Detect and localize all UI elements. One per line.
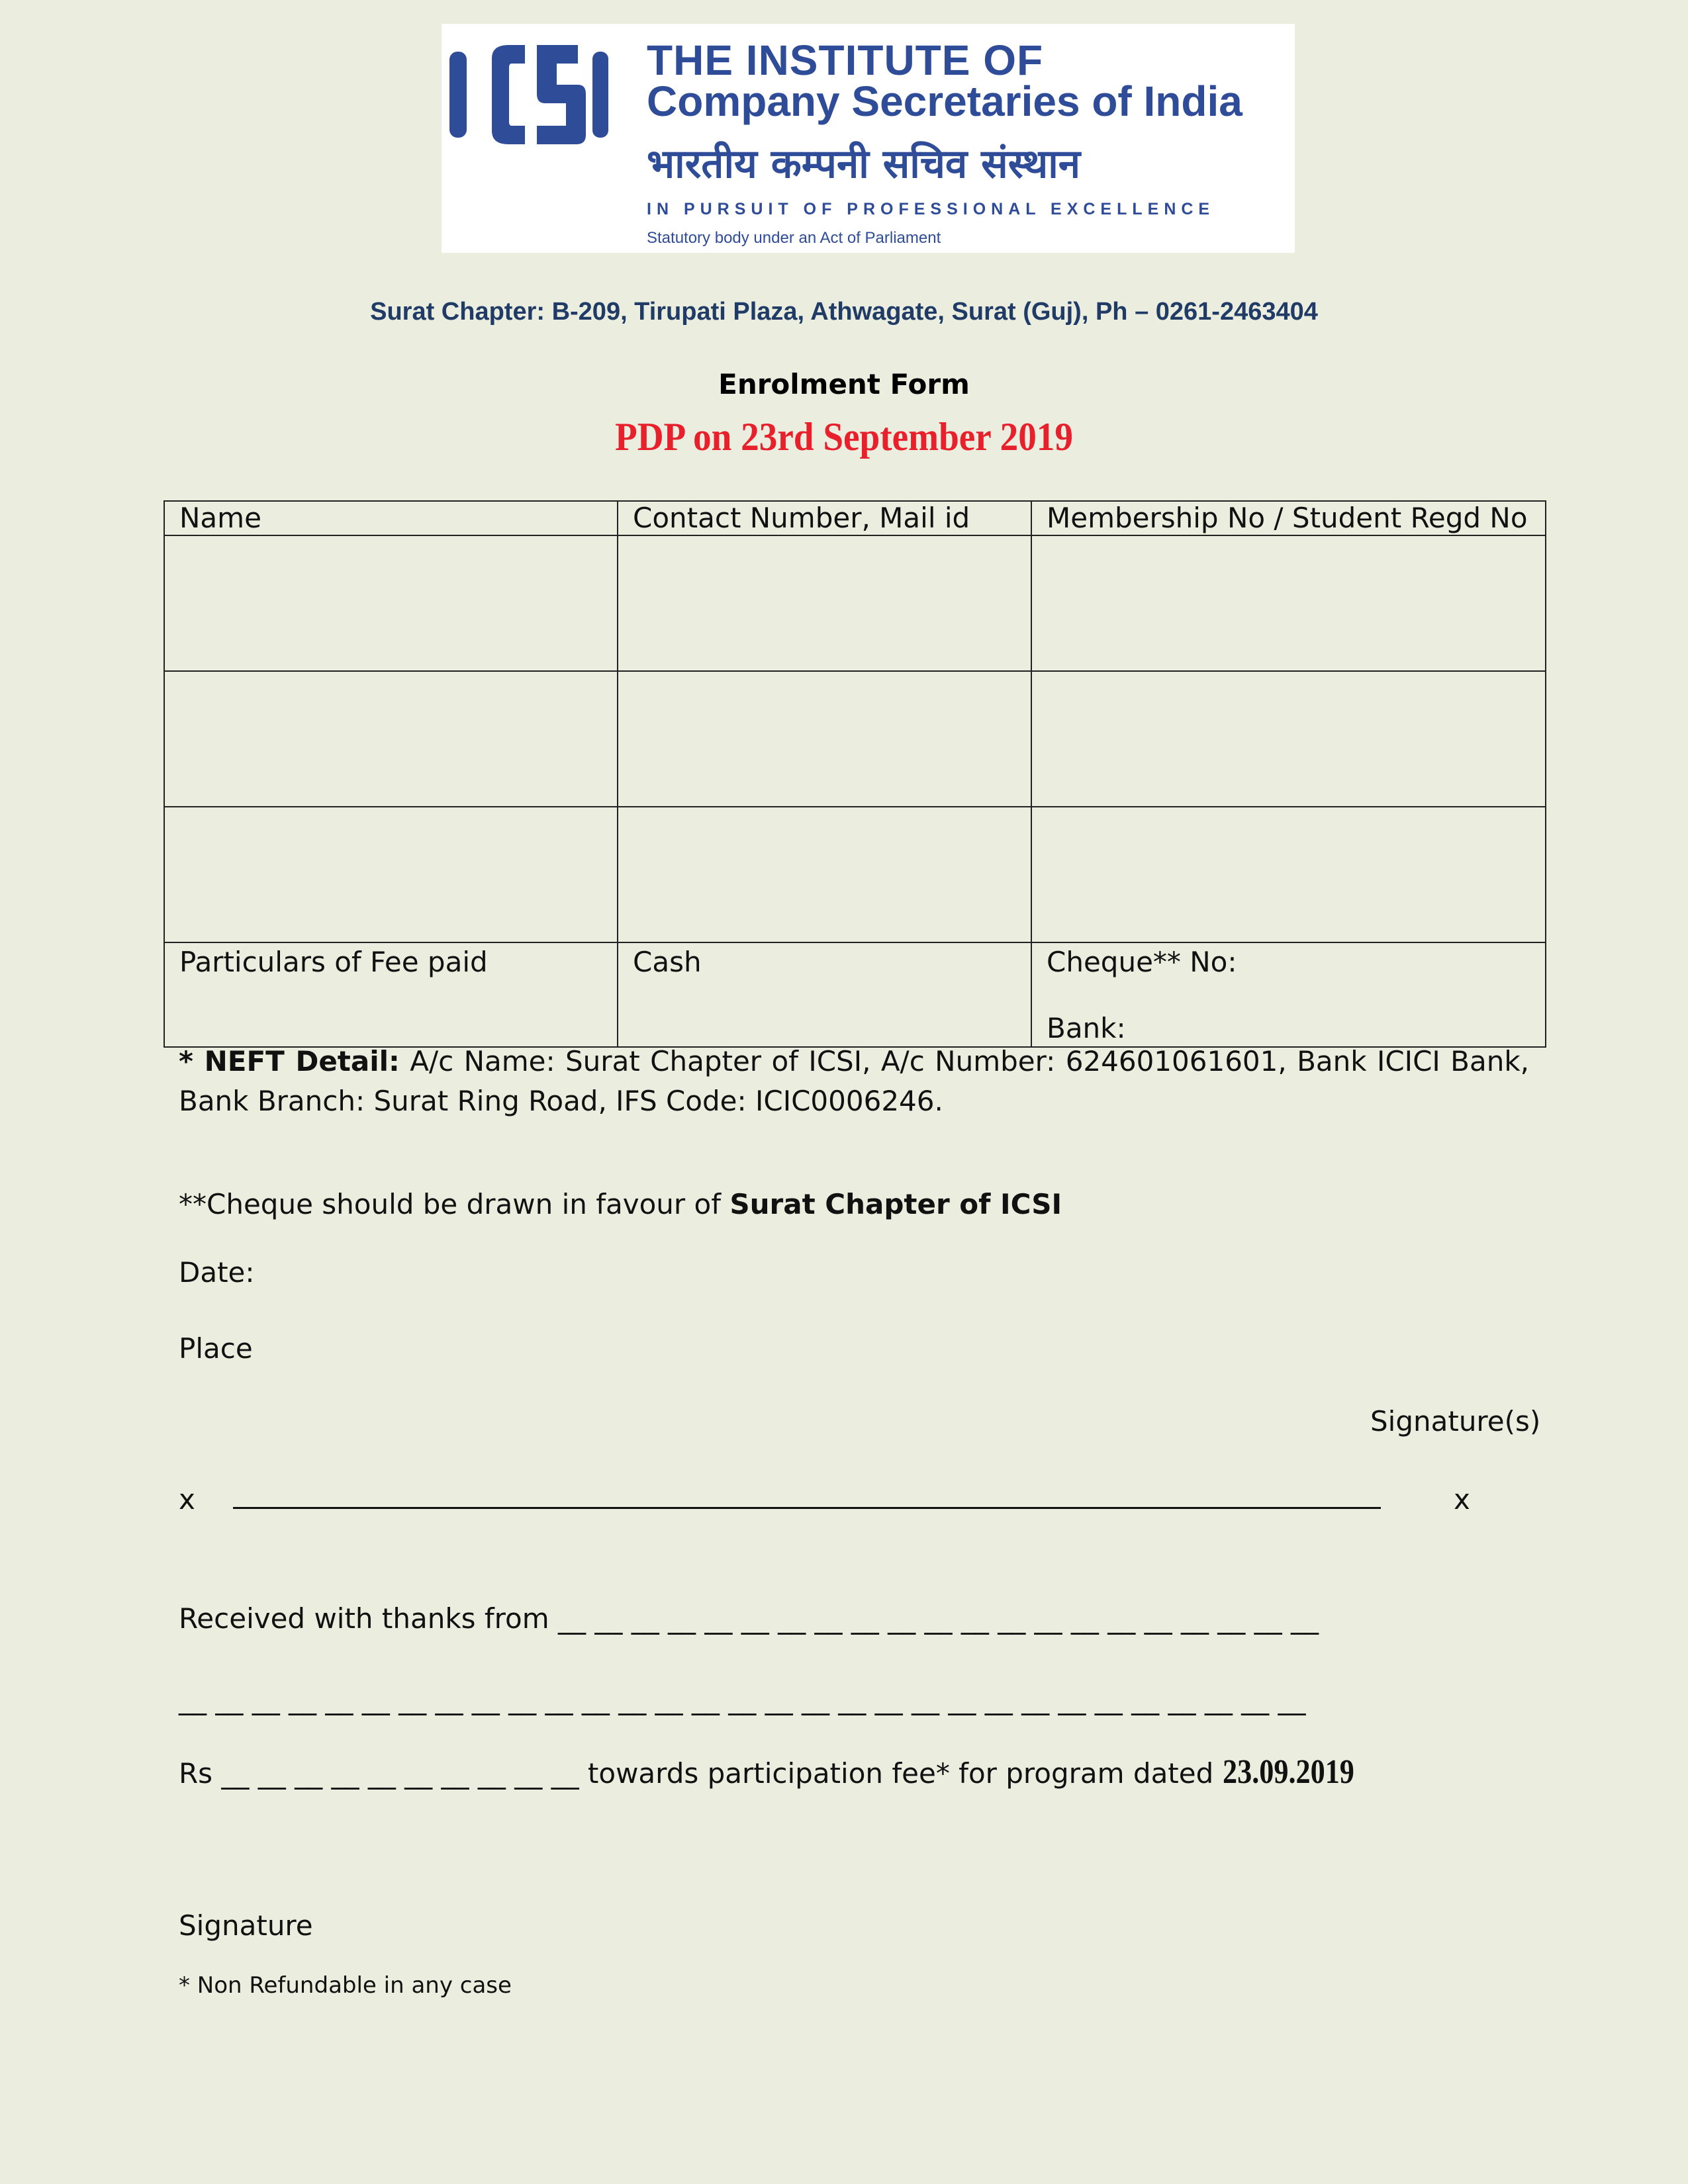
- table-row: [164, 807, 1546, 942]
- name-cell[interactable]: [164, 671, 618, 807]
- icsi-logo: [442, 24, 1295, 253]
- fee-label: Particulars of Fee paid: [164, 942, 618, 1047]
- non-refundable-note: * Non Refundable in any case: [179, 1972, 512, 1999]
- table-row: [164, 535, 1546, 671]
- contact-cell[interactable]: [618, 807, 1031, 942]
- neft-label: * NEFT Detail:: [179, 1045, 400, 1077]
- event-title: PDP on 23rd September 2019: [614, 415, 1074, 459]
- table-header-row: [164, 501, 1546, 535]
- form-title: Enrolment Form: [718, 368, 970, 400]
- date-field[interactable]: Date:: [179, 1256, 255, 1289]
- icsi-logo-mark-icon: [445, 32, 611, 151]
- header-name: Name: [164, 501, 618, 535]
- membership-cell[interactable]: [1031, 535, 1546, 671]
- signature-x-left: x: [179, 1483, 195, 1516]
- signature-line[interactable]: [233, 1507, 1381, 1509]
- contact-cell[interactable]: [618, 671, 1031, 807]
- signature-x-right: x: [1454, 1483, 1470, 1516]
- amount-line[interactable]: [179, 1752, 1378, 1794]
- membership-cell[interactable]: [1031, 671, 1546, 807]
- logo-line-company: Company Secretaries of India: [647, 77, 1243, 125]
- amount-text: Rs __ __ __ __ __ __ __ __ __ __ towards participation fee* for program dated: [179, 1757, 1223, 1790]
- header-membership: Membership No / Student Regd No: [1031, 501, 1546, 535]
- received-blank-line[interactable]: __ __ __ __ __ __ __ __ __ __ __ __ __ __ __ __ __ __ __ __ __ __ __ __ __ __ __ __ __ __ __: [179, 1683, 1306, 1715]
- fee-row: [164, 942, 1546, 1047]
- logo-line-hindi: भारतीय कम्पनी सचिव संस्थान: [647, 141, 1081, 187]
- name-cell[interactable]: [164, 807, 618, 942]
- contact-cell[interactable]: [618, 535, 1031, 671]
- chapter-address: Surat Chapter: B-209, Tirupati Plaza, Athwagate, Surat (Guj), Ph – 0261-2463404: [370, 298, 1318, 326]
- logo-line-institute: THE INSTITUTE OF: [647, 36, 1044, 84]
- neft-text: A/c Name: Surat Chapter of ICSI, A/c Number: 624601061601, Bank ICICI Bank, Bank Branch: Surat Ring Road, IFS Code: ICIC0006246.: [179, 1045, 1530, 1117]
- header-contact: Contact Number, Mail id: [618, 501, 1031, 535]
- cheque-note: [179, 1185, 1062, 1224]
- signatures-label: Signature(s): [1370, 1405, 1541, 1437]
- received-from-line[interactable]: Received with thanks from __ __ __ __ __ __ __ __ __ __ __ __ __ __ __ __ __ __ __ __ __: [179, 1602, 1319, 1635]
- receipt-signature-label: Signature: [179, 1909, 313, 1942]
- fee-bank: Bank:: [1047, 1012, 1126, 1044]
- membership-cell[interactable]: [1031, 807, 1546, 942]
- table-row: [164, 671, 1546, 807]
- name-cell[interactable]: [164, 535, 618, 671]
- enrolment-table: [164, 500, 1546, 1048]
- place-field[interactable]: Place: [179, 1332, 253, 1365]
- program-date: 23.09.2019: [1222, 1753, 1354, 1791]
- neft-detail: [179, 1042, 1529, 1121]
- logo-line-tagline: IN PURSUIT OF PROFESSIONAL EXCELLENCE: [647, 200, 1215, 218]
- fee-cheque-no: Cheque** No:: [1047, 946, 1237, 978]
- logo-line-statutory: Statutory body under an Act of Parliament: [647, 229, 941, 247]
- cheque-note-text: **Cheque should be drawn in favour of: [179, 1188, 730, 1220]
- fee-cheque-cell[interactable]: [1031, 942, 1546, 1047]
- fee-cash[interactable]: Cash: [618, 942, 1031, 1047]
- cheque-payee: Surat Chapter of ICSI: [729, 1188, 1062, 1220]
